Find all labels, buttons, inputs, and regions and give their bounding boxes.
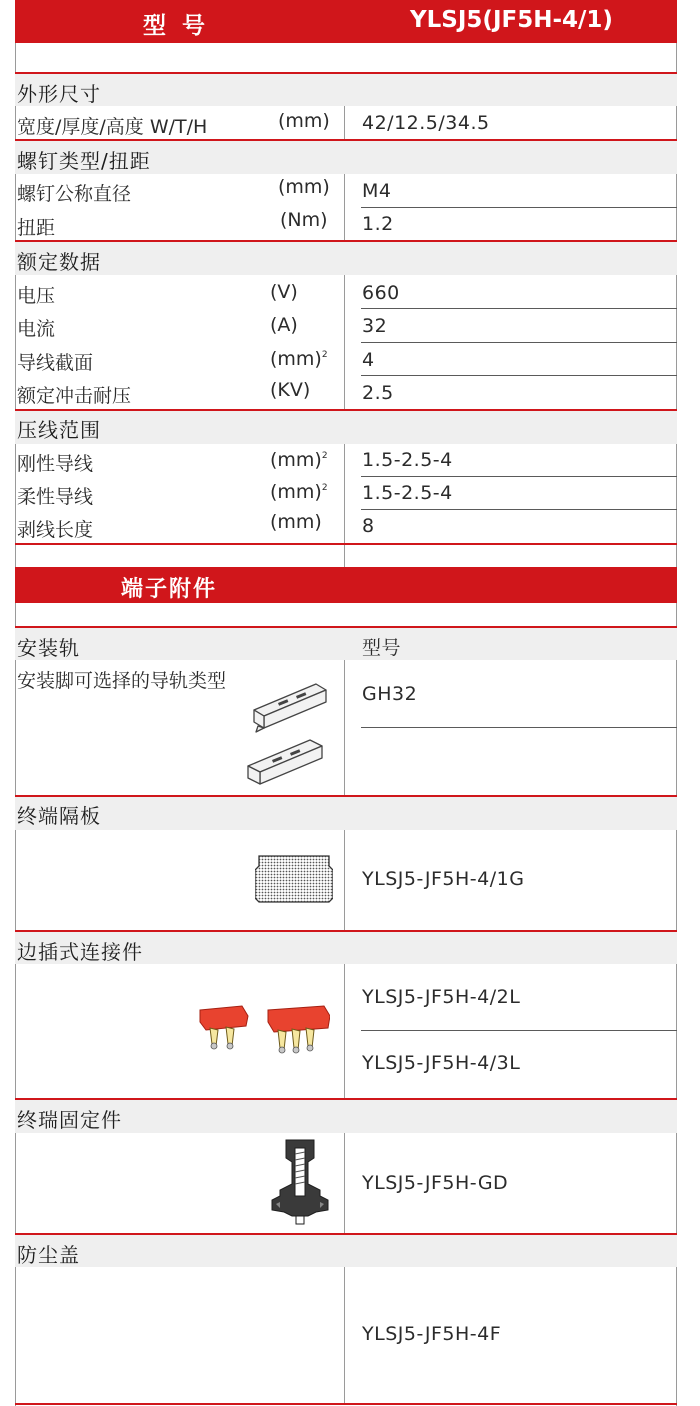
column-divider xyxy=(344,660,345,796)
dimension-value: 42/12.5/34.5 xyxy=(362,112,490,134)
row-divider xyxy=(361,308,677,309)
rated-row-label: 额定冲击耐压 xyxy=(17,385,132,407)
screw-row-label: 扭距 xyxy=(17,217,56,239)
section-title-rail: 安装轨 xyxy=(17,636,80,660)
screw-row-unit: (mm) xyxy=(278,176,330,198)
rail-model-value: GH32 xyxy=(362,683,418,705)
section-title-wiring: 压线范围 xyxy=(17,418,101,442)
jumper-model-2l: YLSJ5-JF5H-4/2L xyxy=(362,986,521,1008)
end-clamp-icon xyxy=(268,1138,332,1226)
rated-row-value: 4 xyxy=(362,349,375,371)
screw-row-value: M4 xyxy=(362,180,392,202)
row-divider xyxy=(361,375,677,376)
rated-row-value: 660 xyxy=(362,282,400,304)
row-divider xyxy=(361,207,677,208)
rated-row-value: 32 xyxy=(362,315,388,337)
rated-row-unit: (V) xyxy=(270,281,298,303)
row-divider xyxy=(361,509,677,510)
section-band xyxy=(15,628,677,660)
rail-model-header: 型号 xyxy=(362,637,402,659)
section-title-jumper: 边插式连接件 xyxy=(17,940,143,964)
rated-row-value: 2.5 xyxy=(362,382,394,404)
rated-row-label: 导线截面 xyxy=(17,352,94,374)
header-model-value: YLSJ5(JF5H-4/1) xyxy=(410,7,613,33)
wiring-row-label: 剥线长度 xyxy=(17,519,94,541)
column-divider xyxy=(344,1267,345,1403)
wiring-row-unit: (mm)$^2$ xyxy=(270,449,328,471)
wiring-row-label: 刚性导线 xyxy=(17,453,94,475)
accessories-title: 端子附件 xyxy=(121,577,218,602)
spec-table-frame xyxy=(15,0,677,1406)
column-divider xyxy=(344,1133,345,1233)
end-plate-icon xyxy=(255,852,333,904)
accessories-header-bar xyxy=(15,567,677,603)
wiring-row-unit: (mm)$^2$ xyxy=(270,481,328,503)
column-divider xyxy=(344,275,345,409)
column-divider xyxy=(344,545,345,567)
din-rail-icon xyxy=(244,680,334,790)
section-title-end-clamp: 终瑞固定件 xyxy=(17,1108,122,1132)
row-divider xyxy=(361,342,677,343)
rated-row-unit: (mm)$^2$ xyxy=(270,348,328,370)
jumper-icon xyxy=(196,1000,330,1060)
end-plate-model: YLSJ5-JF5H-4/1G xyxy=(362,868,525,890)
screw-row-label: 螺钉公称直径 xyxy=(17,183,132,205)
dimension-label: 宽度/厚度/高度 W/T/H xyxy=(17,116,208,138)
header-bar xyxy=(15,0,677,43)
section-title-dimensions: 外形尺寸 xyxy=(17,82,101,106)
column-divider xyxy=(344,174,345,240)
column-divider xyxy=(344,106,345,139)
screw-row-unit: (Nm) xyxy=(280,209,328,231)
column-divider xyxy=(344,830,345,930)
section-title-dust-cover: 防尘盖 xyxy=(17,1243,80,1267)
section-band xyxy=(15,242,677,275)
dimension-unit: (mm) xyxy=(278,110,330,132)
row-divider xyxy=(361,476,677,477)
row-divider xyxy=(361,727,677,728)
section-title-rated: 额定数据 xyxy=(17,250,101,274)
end-clamp-model: YLSJ5-JF5H-GD xyxy=(362,1172,509,1194)
divider xyxy=(15,543,677,545)
wiring-row-value: 1.5-2.5-4 xyxy=(362,482,453,504)
wiring-row-unit: (mm) xyxy=(270,511,322,533)
column-divider xyxy=(344,444,345,544)
rail-description: 安装脚可选择的导轨类型 xyxy=(17,670,227,692)
wiring-row-label: 柔性导线 xyxy=(17,486,94,508)
jumper-model-3l: YLSJ5-JF5H-4/3L xyxy=(362,1052,521,1074)
section-band xyxy=(15,411,677,444)
screw-row-value: 1.2 xyxy=(362,213,394,235)
column-divider xyxy=(344,964,345,1098)
dust-cover-model: YLSJ5-JF5H-4F xyxy=(362,1323,502,1345)
section-band xyxy=(15,74,677,106)
section-band xyxy=(15,1235,677,1267)
row-divider xyxy=(361,1030,677,1031)
wiring-row-value: 8 xyxy=(362,515,375,537)
rated-row-unit: (KV) xyxy=(270,379,311,401)
divider xyxy=(15,1403,677,1405)
rated-row-label: 电流 xyxy=(17,318,56,340)
section-band xyxy=(15,797,677,830)
wiring-row-value: 1.5-2.5-4 xyxy=(362,449,453,471)
rated-row-label: 电压 xyxy=(17,285,56,307)
rated-row-unit: (A) xyxy=(270,314,298,336)
header-model-label: 型 号 xyxy=(143,13,210,39)
section-title-screw: 螺钉类型/扭距 xyxy=(17,149,151,173)
section-title-end-plate: 终端隔板 xyxy=(17,804,101,828)
